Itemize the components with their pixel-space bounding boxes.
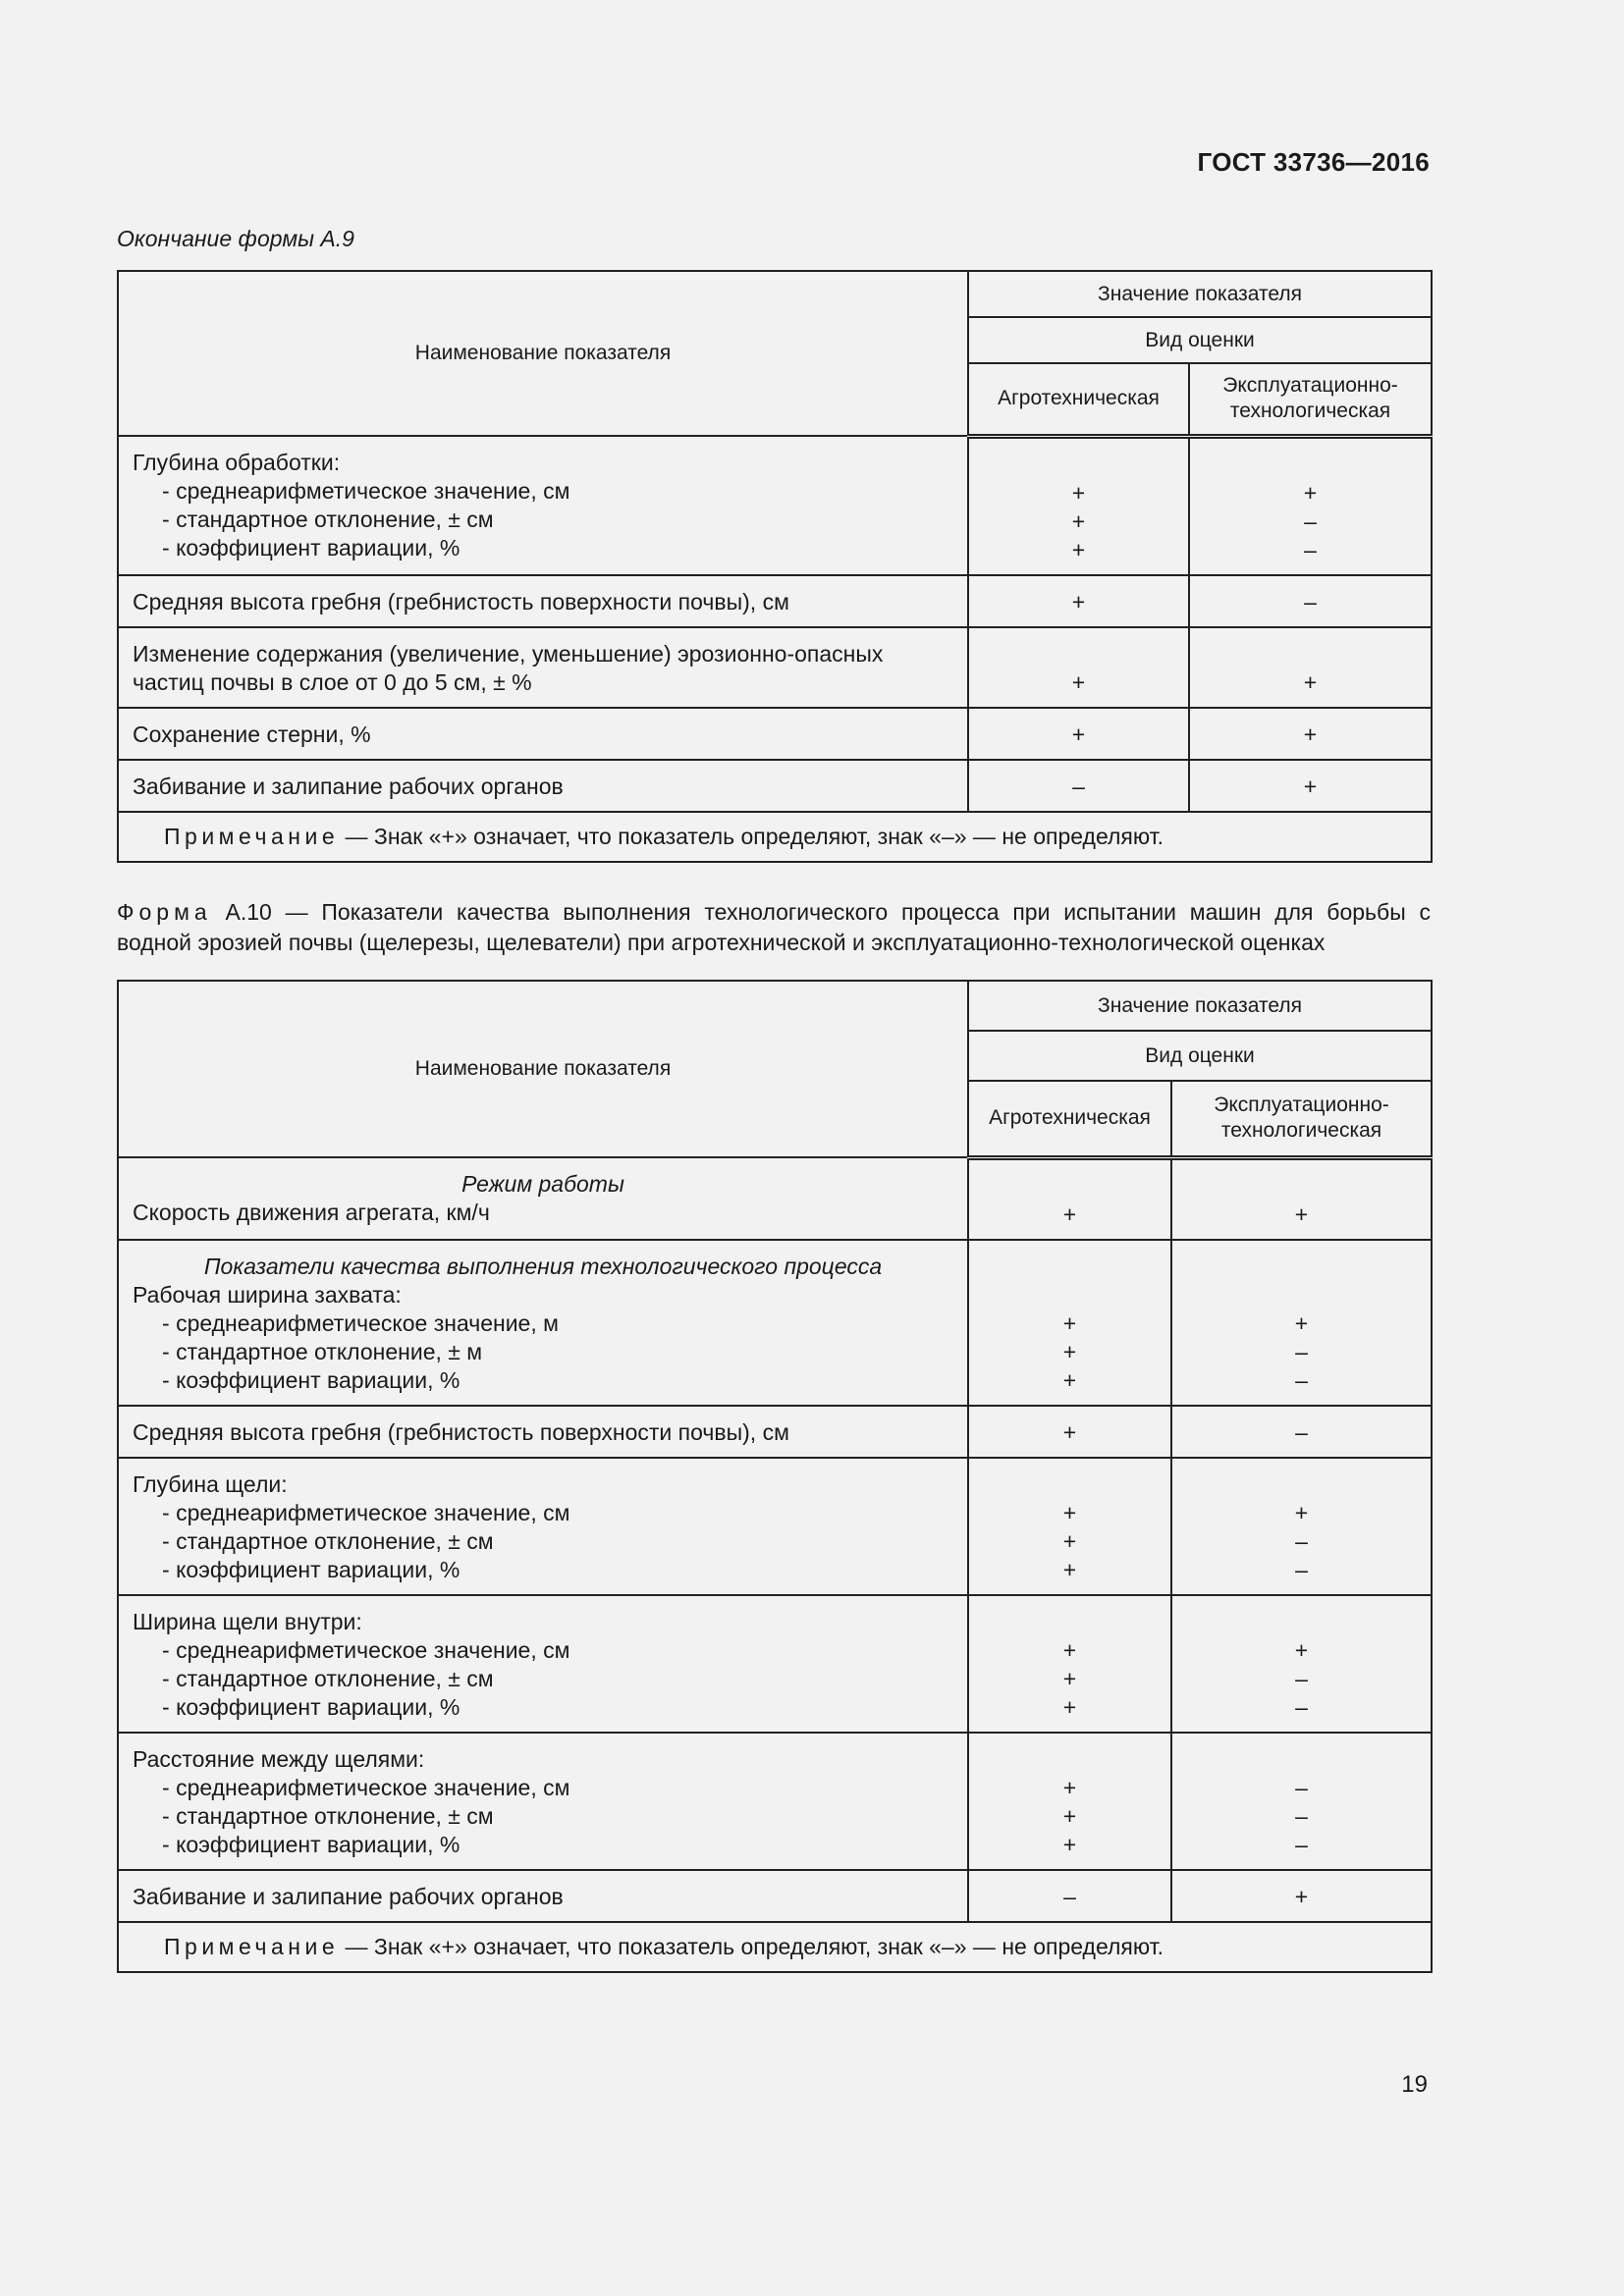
value-mark: + [1062, 1556, 1077, 1582]
item-dash: - [162, 1309, 177, 1336]
table-row [118, 760, 1432, 812]
item-dash: - [162, 1831, 177, 1857]
value-mark: + [1062, 1636, 1077, 1663]
row-title: Расстояние между щелями: [133, 1745, 425, 1772]
header-col-expl-line2: технологическая [1229, 400, 1391, 423]
row-item [133, 1309, 953, 1338]
table-row [118, 436, 1432, 575]
value-spacer [969, 1281, 1170, 1309]
item-text: среднеарифметическое значение, см [176, 1774, 570, 1800]
value-mark: – [1295, 1802, 1308, 1829]
row-title: Сохранение стерни, % [133, 721, 371, 747]
item-text: среднеарифметическое значение, см [176, 1499, 570, 1525]
value-expl [1171, 1458, 1432, 1595]
value-mark: + [1062, 1665, 1077, 1691]
row-name [118, 1733, 968, 1870]
value-mark: + [1071, 536, 1086, 562]
item-dash: - [162, 1774, 177, 1800]
item-text: коэффициент вариации, % [176, 535, 460, 561]
value-mark: + [1062, 1527, 1077, 1554]
value-mark: + [1071, 721, 1086, 747]
header-col-agro: Агротехническая [968, 363, 1189, 436]
row-name [118, 1240, 968, 1406]
item-dash: - [162, 1693, 177, 1720]
row-name [118, 1406, 968, 1458]
table-row [118, 627, 1432, 708]
table1-note [118, 812, 1432, 862]
value-spacer [1172, 1745, 1431, 1774]
value-expl [1171, 1406, 1432, 1458]
value-mark: + [1062, 1693, 1077, 1720]
value-mark: – [1063, 1883, 1076, 1909]
item-dash: - [162, 1499, 177, 1525]
header-col-expl-line2: технологическая [1220, 1119, 1382, 1143]
item-dash: - [162, 1636, 177, 1663]
item-dash: - [162, 1527, 177, 1554]
item-text: коэффициент вариации, % [176, 1693, 460, 1720]
row-item [133, 1556, 953, 1584]
header-col-expl-line1: Эксплуатационно- [1222, 374, 1398, 398]
header-col-expl [1189, 363, 1432, 436]
value-mark: – [1295, 1338, 1308, 1364]
row-name [118, 760, 968, 812]
row-title: Рабочая ширина захвата: [133, 1281, 402, 1308]
value-agro [968, 1458, 1171, 1595]
row-title: Забивание и залипание рабочих органов [133, 773, 564, 799]
value-expl [1171, 1870, 1432, 1922]
value-mark: – [1295, 1556, 1308, 1582]
note-label: Примечание [164, 823, 340, 849]
value-mark: – [1295, 1366, 1308, 1393]
value-mark: – [1304, 507, 1317, 534]
value-expl [1189, 436, 1432, 575]
table-row [118, 708, 1432, 760]
table1-caption: Окончание формы А.9 [117, 226, 354, 251]
value-expl [1171, 1595, 1432, 1733]
value-agro [968, 708, 1189, 760]
value-mark: – [1295, 1527, 1308, 1554]
item-dash: - [162, 1366, 177, 1393]
row-item [133, 1499, 953, 1527]
row-title: Забивание и залипание рабочих органов [133, 1883, 564, 1909]
item-text: стандартное отклонение, ± см [176, 1802, 494, 1829]
value-mark: + [1303, 479, 1318, 506]
row-title: Глубина обработки: [133, 450, 341, 475]
table-row [118, 1406, 1432, 1458]
header-name: Наименование показателя [118, 981, 968, 1157]
value-mark: + [1062, 1338, 1077, 1364]
value-spacer [1172, 1253, 1431, 1281]
row-name [118, 1458, 968, 1595]
value-mark: – [1295, 1665, 1308, 1691]
value-spacer [969, 1253, 1170, 1281]
value-mark: – [1304, 536, 1317, 562]
note-text: — Знак «+» означает, что показатель определяют, знак «–» — не определяют. [339, 823, 1164, 849]
item-dash: - [162, 1556, 177, 1582]
row-item [133, 1366, 953, 1395]
value-mark: – [1295, 1418, 1308, 1445]
item-dash: - [162, 478, 177, 504]
value-spacer [1172, 1172, 1431, 1201]
value-mark: + [1294, 1883, 1309, 1909]
row-name [118, 436, 968, 575]
row-item [133, 1338, 953, 1366]
value-mark: + [1071, 668, 1086, 695]
row-name [118, 627, 968, 708]
note-text: — Знак «+» означает, что показатель определяют, знак «–» — не определяют. [339, 1933, 1164, 1959]
value-spacer [1190, 640, 1431, 668]
item-text: стандартное отклонение, ± см [176, 1665, 494, 1691]
value-mark: + [1062, 1499, 1077, 1525]
value-mark: + [1062, 1418, 1077, 1445]
row-item [133, 1693, 953, 1722]
form-label: Форма [117, 899, 212, 925]
row-name [118, 1870, 968, 1922]
value-spacer [1172, 1470, 1431, 1499]
row-title: Средняя высота гребня (гребнистость поверхности почвы), см [133, 1418, 789, 1445]
value-spacer [969, 1745, 1170, 1774]
item-text: стандартное отклонение, ± м [176, 1338, 483, 1364]
item-text: стандартное отклонение, ± см [176, 507, 494, 532]
value-spacer [969, 1172, 1170, 1201]
form-a10-caption [117, 897, 1431, 958]
value-expl [1189, 627, 1432, 708]
form-caption-line1: — Показатели качества выполнения технологического процесса при испытании машин для борьбы с [271, 899, 1432, 925]
item-dash: - [162, 535, 177, 561]
note-label: Примечание [164, 1933, 340, 1959]
value-expl [1189, 708, 1432, 760]
value-mark: + [1062, 1366, 1077, 1393]
value-agro [968, 1406, 1171, 1458]
value-mark: + [1062, 1201, 1077, 1227]
row-name [118, 575, 968, 627]
value-agro [968, 627, 1189, 708]
table-row [118, 1733, 1432, 1870]
form-caption-line2: водной эрозией почвы (щелерезы, щелеватели) при агротехнической и эксплуатационно-технологической оценках [117, 930, 1326, 955]
item-dash: - [162, 507, 177, 532]
value-mark: + [1062, 1774, 1077, 1800]
value-mark: – [1295, 1774, 1308, 1800]
table-form-a10 [117, 980, 1433, 1973]
item-text: среднеарифметическое значение, см [176, 478, 570, 504]
table-form-a9 [117, 270, 1433, 863]
header-col-expl-line1: Эксплуатационно- [1214, 1094, 1389, 1117]
table2-note [118, 1922, 1432, 1972]
value-mark: + [1062, 1802, 1077, 1829]
row-name [118, 1595, 968, 1733]
row-title: Средняя высота гребня (гребнистость поверхности почвы), см [133, 588, 789, 614]
value-mark: + [1294, 1309, 1309, 1336]
page-number: 19 [1401, 2071, 1428, 2098]
value-mark: + [1294, 1499, 1309, 1525]
table-row [118, 1157, 1432, 1240]
value-mark: + [1062, 1309, 1077, 1336]
value-mark: – [1295, 1693, 1308, 1720]
table-row [118, 1870, 1432, 1922]
value-spacer [1190, 451, 1431, 479]
header-col-expl [1171, 1081, 1432, 1157]
header-col-agro: Агротехническая [968, 1081, 1171, 1157]
form-number: А.10 [225, 899, 272, 925]
value-expl [1171, 1157, 1432, 1240]
row-item [133, 1802, 953, 1831]
row-item [133, 1527, 953, 1556]
item-dash: - [162, 1665, 177, 1691]
row-item [133, 477, 953, 506]
value-agro [968, 1157, 1171, 1240]
item-text: коэффициент вариации, % [176, 1556, 460, 1582]
header-value: Значение показателя [968, 981, 1432, 1031]
row-title: Скорость движения агрегата, км/ч [133, 1200, 490, 1225]
item-text: стандартное отклонение, ± см [176, 1527, 494, 1554]
value-mark: + [1071, 507, 1086, 534]
value-expl [1189, 760, 1432, 812]
row-title: Ширина щели внутри: [133, 1608, 362, 1634]
item-text: коэффициент вариации, % [176, 1831, 460, 1857]
value-mark: + [1303, 668, 1318, 695]
row-name [118, 708, 968, 760]
value-expl [1171, 1240, 1432, 1406]
value-spacer [1172, 1281, 1431, 1309]
document-code: ГОСТ 33736—2016 [1197, 147, 1430, 177]
value-expl [1189, 575, 1432, 627]
value-expl [1171, 1733, 1432, 1870]
value-agro [968, 1870, 1171, 1922]
value-mark: – [1072, 773, 1085, 799]
row-title-line2: частиц почвы в слое от 0 до 5 см, ± % [133, 668, 532, 695]
value-mark: + [1062, 1831, 1077, 1857]
value-agro [968, 760, 1189, 812]
row-item [133, 1636, 953, 1665]
row-title: Глубина щели: [133, 1470, 288, 1497]
header-kind: Вид оценки [968, 317, 1432, 363]
table-row [118, 1595, 1432, 1733]
row-subhead: Режим работы [461, 1171, 624, 1197]
table-row [118, 1240, 1432, 1406]
value-agro [968, 436, 1189, 575]
table-row [118, 1458, 1432, 1595]
row-item [133, 1774, 953, 1802]
value-mark: + [1303, 773, 1318, 799]
value-spacer [969, 1608, 1170, 1636]
value-mark: + [1071, 588, 1086, 614]
value-mark: + [1071, 479, 1086, 506]
value-mark: – [1295, 1831, 1308, 1857]
table-row [118, 575, 1432, 627]
header-kind: Вид оценки [968, 1031, 1432, 1081]
item-dash: - [162, 1338, 177, 1364]
value-mark: – [1304, 588, 1317, 614]
row-item [133, 534, 953, 562]
row-name [118, 1157, 968, 1240]
row-title-line1: Изменение содержания (увеличение, уменьшение) эрозионно-опасных [133, 640, 884, 667]
value-spacer [1172, 1608, 1431, 1636]
row-item [133, 1665, 953, 1693]
value-mark: + [1294, 1201, 1309, 1227]
value-mark: + [1303, 721, 1318, 747]
item-text: коэффициент вариации, % [176, 1366, 460, 1393]
item-dash: - [162, 1802, 177, 1829]
row-item [133, 1831, 953, 1859]
value-agro [968, 575, 1189, 627]
item-text: среднеарифметическое значение, см [176, 1636, 570, 1663]
value-spacer [969, 451, 1188, 479]
header-value: Значение показателя [968, 271, 1432, 317]
value-spacer [969, 640, 1188, 668]
item-text: среднеарифметическое значение, м [176, 1309, 559, 1336]
header-name: Наименование показателя [118, 271, 968, 436]
value-agro [968, 1595, 1171, 1733]
value-agro [968, 1733, 1171, 1870]
row-subhead: Показатели качества выполнения технологического процесса [203, 1253, 883, 1279]
value-spacer [969, 1470, 1170, 1499]
value-mark: + [1294, 1636, 1309, 1663]
row-item [133, 506, 953, 534]
value-agro [968, 1240, 1171, 1406]
